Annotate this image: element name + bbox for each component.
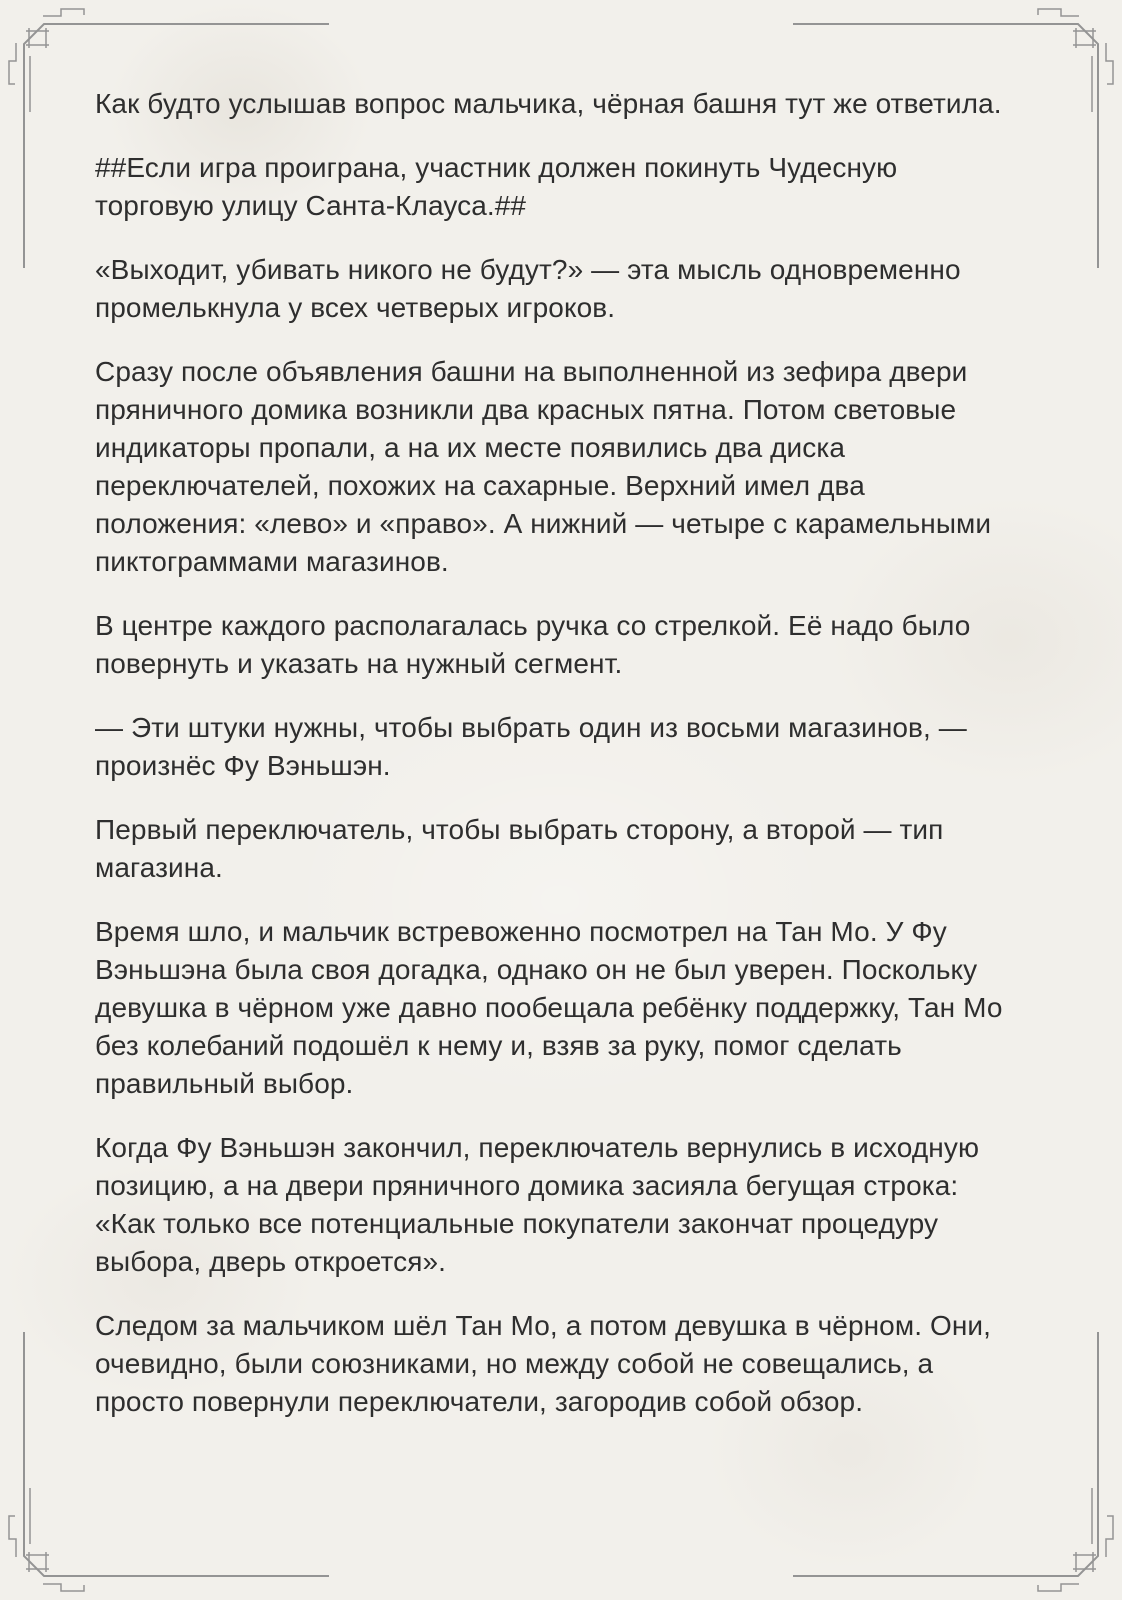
paragraph: В центре каждого располагалась ручка со стрелкой. Её надо было повернуть и указать на нужный сегмент.: [95, 610, 971, 679]
paragraph: Следом за мальчиком шёл Тан Мо, а потом девушка в чёрном. Они, очевидно, были союзниками, но между собой не совещались, а просто повернули переключатели, загородив собой обзор.: [95, 1310, 992, 1417]
paragraph: Время шло, и мальчик встревоженно посмотрел на Тан Мо. У Фу Вэньшэна была своя догадка, однако он не был уверен. Поскольку девушка в чёрном уже давно пообещала ребёнку поддержку, Тан Мо без колебаний подошёл к нему и, взяв за руку, помог сделать правильный выбор.: [95, 916, 1003, 1099]
paragraph: Первый переключатель, чтобы выбрать сторону, а второй — тип магазина.: [95, 814, 944, 883]
paragraph: «Выходит, убивать никого не будут?» — эта мысль одновременно промелькнула у всех четверых игроков.: [95, 254, 961, 323]
paragraph: Как будто услышав вопрос мальчика, чёрная башня тут же ответила.: [95, 88, 1002, 119]
paragraph: — Эти штуки нужны, чтобы выбрать один из восьми магазинов, — произнёс Фу Вэньшэн.: [95, 712, 967, 781]
paragraph: Когда Фу Вэньшэн закончил, переключатель вернулись в исходную позицию, а на двери пряничного домика засияла бегущая строка: «Как только все потенциальные покупатели закончат процедуру выбора, дверь откроется».: [95, 1132, 980, 1277]
page-text: [95, 85, 1019, 1447]
paragraph: ##Если игра проиграна, участник должен покинуть Чудесную торговую улицу Санта-Клауса.##: [95, 152, 898, 221]
paragraph: Сразу после объявления башни на выполненной из зефира двери пряничного домика возникли два красных пятна. Потом световые индикаторы пропали, а на их месте появились два диска переключателей, похожих на сахарные. Верхний имел два положения: «лево» и «право». А нижний — четыре с карамельными пиктограммами магазинов.: [95, 356, 992, 577]
